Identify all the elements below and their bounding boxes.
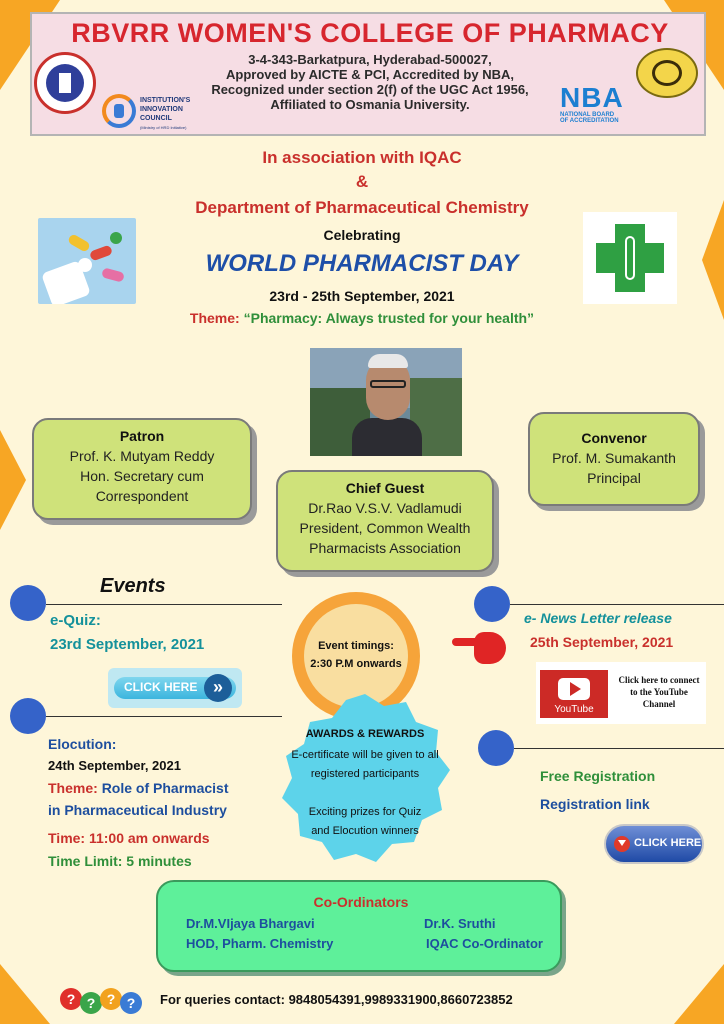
nba-caption-1: NATIONAL BOARD: [560, 112, 615, 118]
question-bubble-red: ?: [60, 988, 82, 1010]
patron-line-2: Hon. Secretary cum: [80, 468, 204, 484]
chief-guest-card: [276, 470, 494, 572]
elocution-time: Time: 11:00 am onwards: [48, 830, 210, 846]
coordinators-title: Co-Ordinators: [313, 894, 409, 910]
equiz-click-button[interactable]: [108, 668, 242, 708]
bullet-dot-elocution: [10, 698, 46, 734]
department-text: Department of Pharmaceutical Chemistry: [195, 198, 529, 217]
question-bubbles-icon: [60, 984, 150, 1014]
college-seal-logo: [34, 52, 96, 114]
elocution-theme-text-2: in Pharmaceutical Industry: [48, 802, 227, 818]
iic-line-4: (Ministry of HRD Initiative): [140, 125, 187, 130]
equiz-date: 23rd September, 2021: [50, 636, 205, 653]
youtube-logo-icon: [540, 670, 608, 718]
association-text: In association with IQAC: [262, 148, 462, 167]
divider-line-registration: [514, 748, 724, 749]
iic-line-3: COUNCIL: [140, 115, 172, 122]
contact-text: For queries contact: 9848054391,9989331900,8660723852: [160, 992, 513, 1007]
pharmacy-cross-icon: [583, 212, 677, 304]
corner-decoration-bottom-left: [0, 964, 50, 1024]
coordinator-2-role: IQAC Co-Ordinator: [426, 936, 543, 951]
convenor-title: Convenor: [581, 430, 647, 446]
patron-line-3: Correspondent: [95, 488, 189, 504]
divider-line-elocution: [46, 716, 282, 717]
events-heading: Events: [100, 575, 166, 597]
awards-line-1: E-certificate will be given to all: [291, 749, 439, 761]
ampersand-text: &: [355, 172, 369, 191]
bullet-dot-newsletter: [474, 586, 510, 622]
divider-line-equiz: [46, 604, 282, 605]
awards-line-2: registered participants: [310, 768, 420, 780]
corner-decoration-left: [0, 430, 26, 530]
pointing-hand-icon: [452, 632, 506, 664]
nba-logo-text: NBA: [560, 82, 624, 113]
address-line-1: 3-4-343-Barkatpura, Hyderabad-500027,: [248, 52, 492, 67]
convenor-line-1: Prof. M. Sumakanth: [552, 450, 676, 466]
divider-line-newsletter: [510, 604, 724, 605]
coordinators-card: [156, 880, 562, 972]
coordinator-2-name: Dr.K. Sruthi: [424, 916, 496, 931]
double-chevron-icon: »: [204, 674, 232, 702]
elocution-theme-text-1: Role of Pharmacist: [101, 780, 229, 796]
newsletter-date: 25th September, 2021: [530, 634, 674, 650]
bullet-dot-registration: [478, 730, 514, 766]
elocution-title: Elocution:: [48, 736, 117, 752]
awards-line-4: Exciting prizes for Quiz: [308, 806, 422, 818]
registration-click-button[interactable]: [604, 824, 704, 864]
iic-logo: [100, 88, 140, 128]
university-seal-logo: [636, 48, 698, 98]
chief-guest-title: Chief Guest: [345, 480, 425, 496]
awards-line-5: and Elocution winners: [311, 825, 419, 837]
free-registration-text: Free Registration: [540, 768, 656, 784]
registration-click-label: CLICK HERE: [634, 837, 702, 849]
address-line-3: Recognized under section 2(f) of the UGC Act 1956,: [211, 82, 529, 97]
address-line-2: Approved by AICTE & PCI, Accredited by NBA,: [226, 67, 514, 82]
patron-card: [32, 418, 252, 520]
coordinator-1-role: HOD, Pharm. Chemistry: [186, 936, 334, 951]
address-line-4: Affiliated to Osmania University.: [270, 97, 470, 112]
chief-guest-photo: [310, 348, 462, 456]
youtube-channel-link[interactable]: [536, 662, 706, 724]
celebrating-text: Celebrating: [323, 227, 401, 243]
corner-decoration-bottom-right: [674, 964, 724, 1024]
patron-title: Patron: [119, 428, 165, 444]
theme-label: Theme:: [189, 310, 240, 326]
youtube-caption-1: Click here to connect: [618, 675, 700, 685]
nba-caption-2: OF ACCREDITATION: [560, 118, 619, 124]
convenor-card: [528, 412, 700, 506]
elocution-time-limit: Time Limit: 5 minutes: [48, 853, 192, 869]
youtube-logo-label: YouTube: [554, 704, 594, 715]
theme-text: “Pharmacy: Always trusted for your health”: [243, 310, 535, 326]
event-title: WORLD PHARMACIST DAY: [205, 250, 519, 277]
registration-link-text: Registration link: [540, 796, 650, 812]
event-dates: 23rd - 25th September, 2021: [269, 288, 455, 304]
nba-logo: [560, 84, 640, 132]
equiz-click-label: CLICK HERE: [124, 680, 198, 694]
awards-line-3: [268, 784, 462, 803]
equiz-title: e-Quiz:: [50, 612, 101, 629]
question-bubble-green: ?: [80, 992, 102, 1014]
elocution-date: 24th September, 2021: [48, 758, 181, 773]
newsletter-title: e- News Letter release: [524, 610, 672, 626]
question-bubble-blue: ?: [120, 992, 142, 1014]
timings-title: Event timings:: [318, 640, 394, 652]
medicine-pills-image: [38, 218, 136, 304]
awards-title: AWARDS & REWARDS: [305, 728, 425, 740]
coordinator-1-name: Dr.M.VIjaya Bhargavi: [186, 916, 315, 931]
timings-value: 2:30 P.M onwards: [310, 658, 402, 670]
college-name: RBVRR WOMEN'S COLLEGE OF PHARMACY: [71, 18, 669, 48]
convenor-line-2: Principal: [587, 470, 641, 486]
youtube-caption-2: to the YouTube: [630, 687, 688, 697]
iic-line-2: INNOVATION: [140, 106, 183, 113]
bullet-dot-equiz: [10, 585, 46, 621]
youtube-caption-3: Channel: [642, 699, 676, 709]
chief-guest-line-1: Dr.Rao V.S.V. Vadlamudi: [308, 500, 462, 516]
question-bubble-orange: ?: [100, 988, 122, 1010]
chief-guest-line-3: Pharmacists Association: [309, 540, 461, 556]
elocution-theme-label: Theme:: [48, 780, 98, 796]
chief-guest-line-2: President, Common Wealth: [299, 520, 471, 536]
iic-line-1: INSTITUTION'S: [140, 97, 191, 104]
awards-badge: [276, 690, 454, 868]
patron-line-1: Prof. K. Mutyam Reddy: [69, 448, 215, 464]
